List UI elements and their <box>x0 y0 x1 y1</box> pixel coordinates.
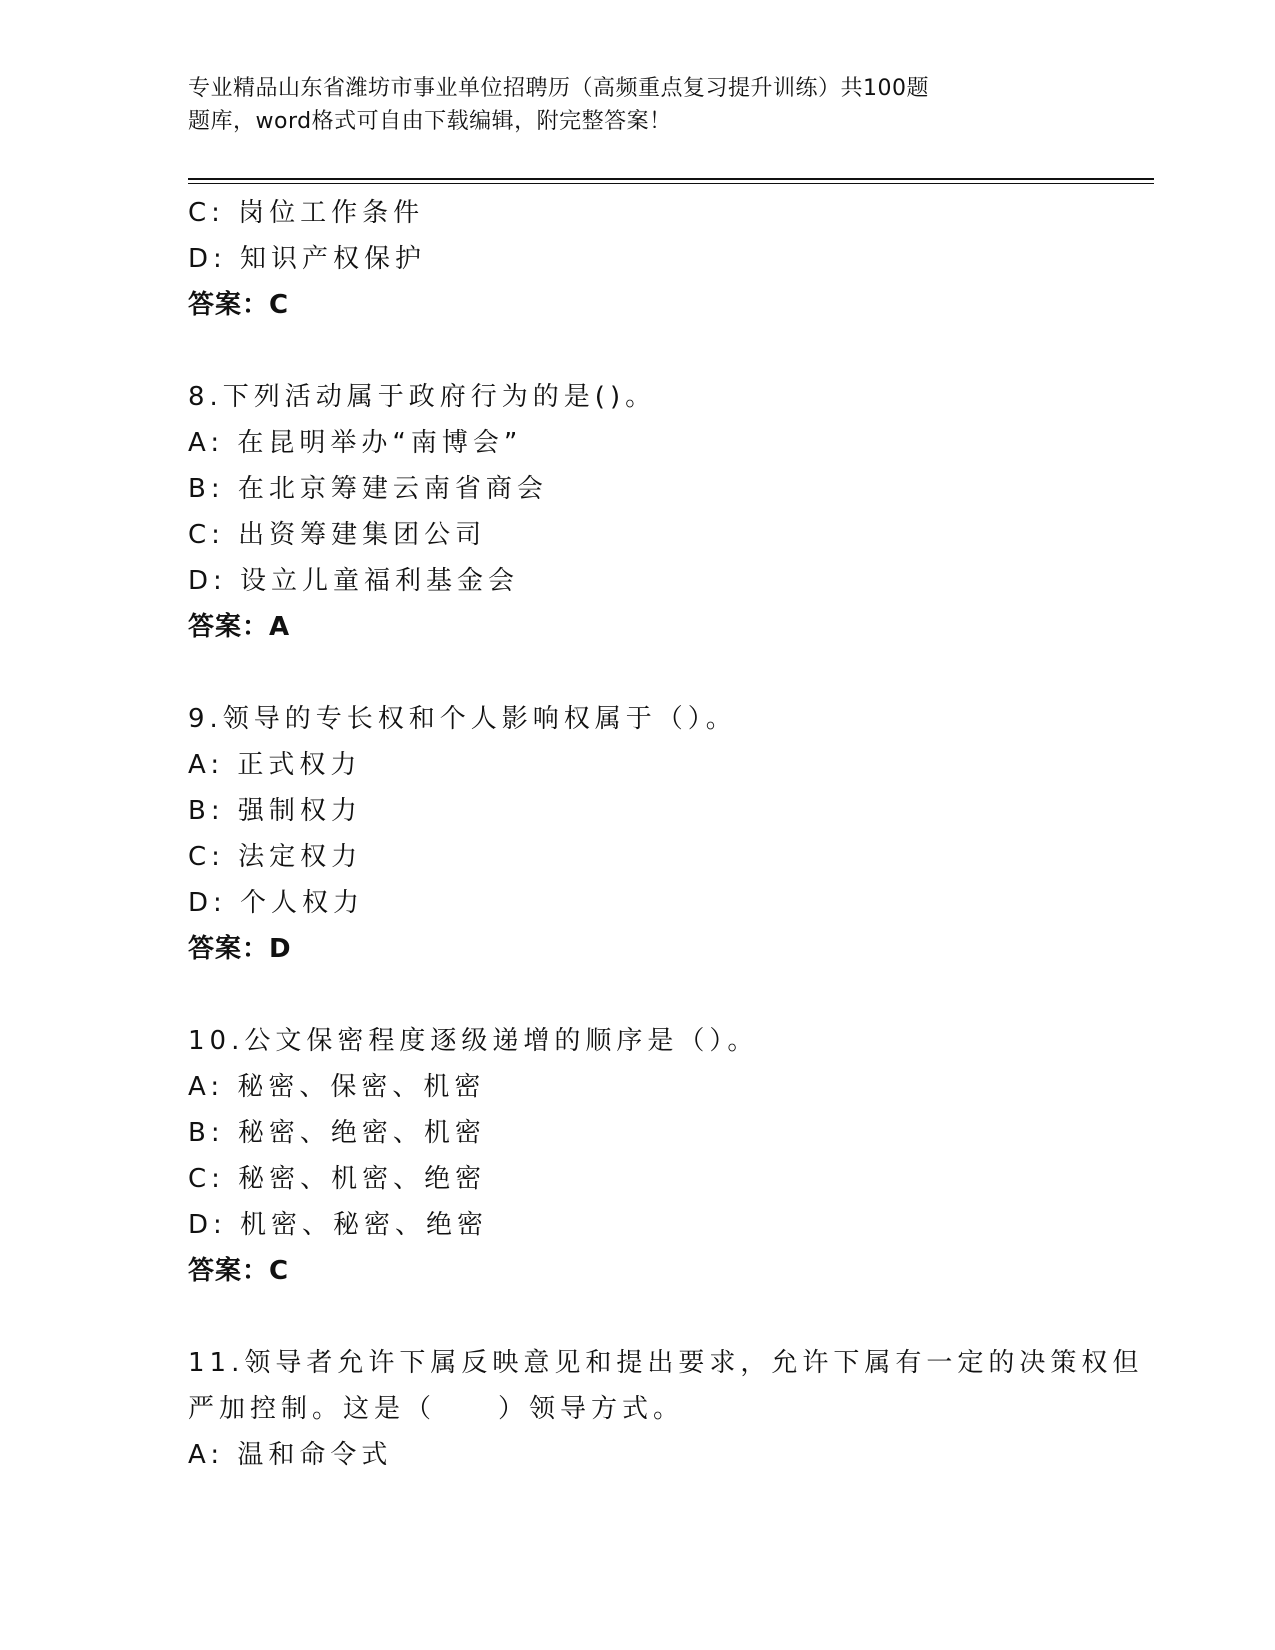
question-stem: 9.领导的专长权和个人影响权属于（）。 <box>188 704 737 734</box>
option-d: D: 设立儿童福利基金会 <box>188 566 520 596</box>
answer-label: 答案：C <box>188 290 290 320</box>
option-a: A: 温和命令式 <box>188 1440 393 1470</box>
question-carryover <box>188 190 1148 328</box>
header-divider-thick <box>188 178 1154 180</box>
question-11 <box>188 1340 1148 1478</box>
option-c: C: 法定权力 <box>188 842 363 872</box>
spacer <box>188 1294 1148 1340</box>
question-9 <box>188 696 1148 972</box>
question-list <box>188 190 1148 1478</box>
spacer <box>188 328 1148 374</box>
document-header <box>188 72 1028 138</box>
option-c: C: 出资筹建集团公司 <box>188 520 487 550</box>
option-c: C: 秘密、机密、绝密 <box>188 1164 487 1194</box>
spacer <box>188 650 1148 696</box>
spacer <box>188 972 1148 1018</box>
question-stem: 10.公文保密程度逐级递增的顺序是（）。 <box>188 1026 759 1056</box>
option-d: D: 个人权力 <box>188 888 365 918</box>
question-8 <box>188 374 1148 650</box>
option-b: B: 秘密、绝密、机密 <box>188 1118 486 1148</box>
answer-label: 答案：A <box>188 612 291 642</box>
answer-label: 答案：C <box>188 1256 290 1286</box>
option-b: B: 在北京筹建云南省商会 <box>188 474 548 504</box>
option-a: A: 秘密、保密、机密 <box>188 1072 486 1102</box>
header-divider-thin <box>188 183 1154 184</box>
option-a: A: 在昆明举办“南博会” <box>188 428 523 458</box>
option-a: A: 正式权力 <box>188 750 362 780</box>
header-title-line-2: 题库，word格式可自由下载编辑，附完整答案！ <box>188 109 672 134</box>
option-c: C: 岗位工作条件 <box>188 198 425 228</box>
option-d: D: 知识产权保护 <box>188 244 427 274</box>
question-stem-line-2: 严加控制。这是（ ）领导方式。 <box>188 1394 685 1424</box>
question-stem-line-1: 11.领导者允许下属反映意见和提出要求，允许下属有一定的决策权但 <box>188 1348 1144 1378</box>
answer-label: 答案：D <box>188 934 292 964</box>
question-10 <box>188 1018 1148 1294</box>
option-d: D: 机密、秘密、绝密 <box>188 1210 489 1240</box>
header-title-line-1: 专业精品山东省潍坊市事业单位招聘历（高频重点复习提升训练）共100题 <box>188 76 929 101</box>
option-b: B: 强制权力 <box>188 796 362 826</box>
question-stem: 8.下列活动属于政府行为的是()。 <box>188 382 657 412</box>
